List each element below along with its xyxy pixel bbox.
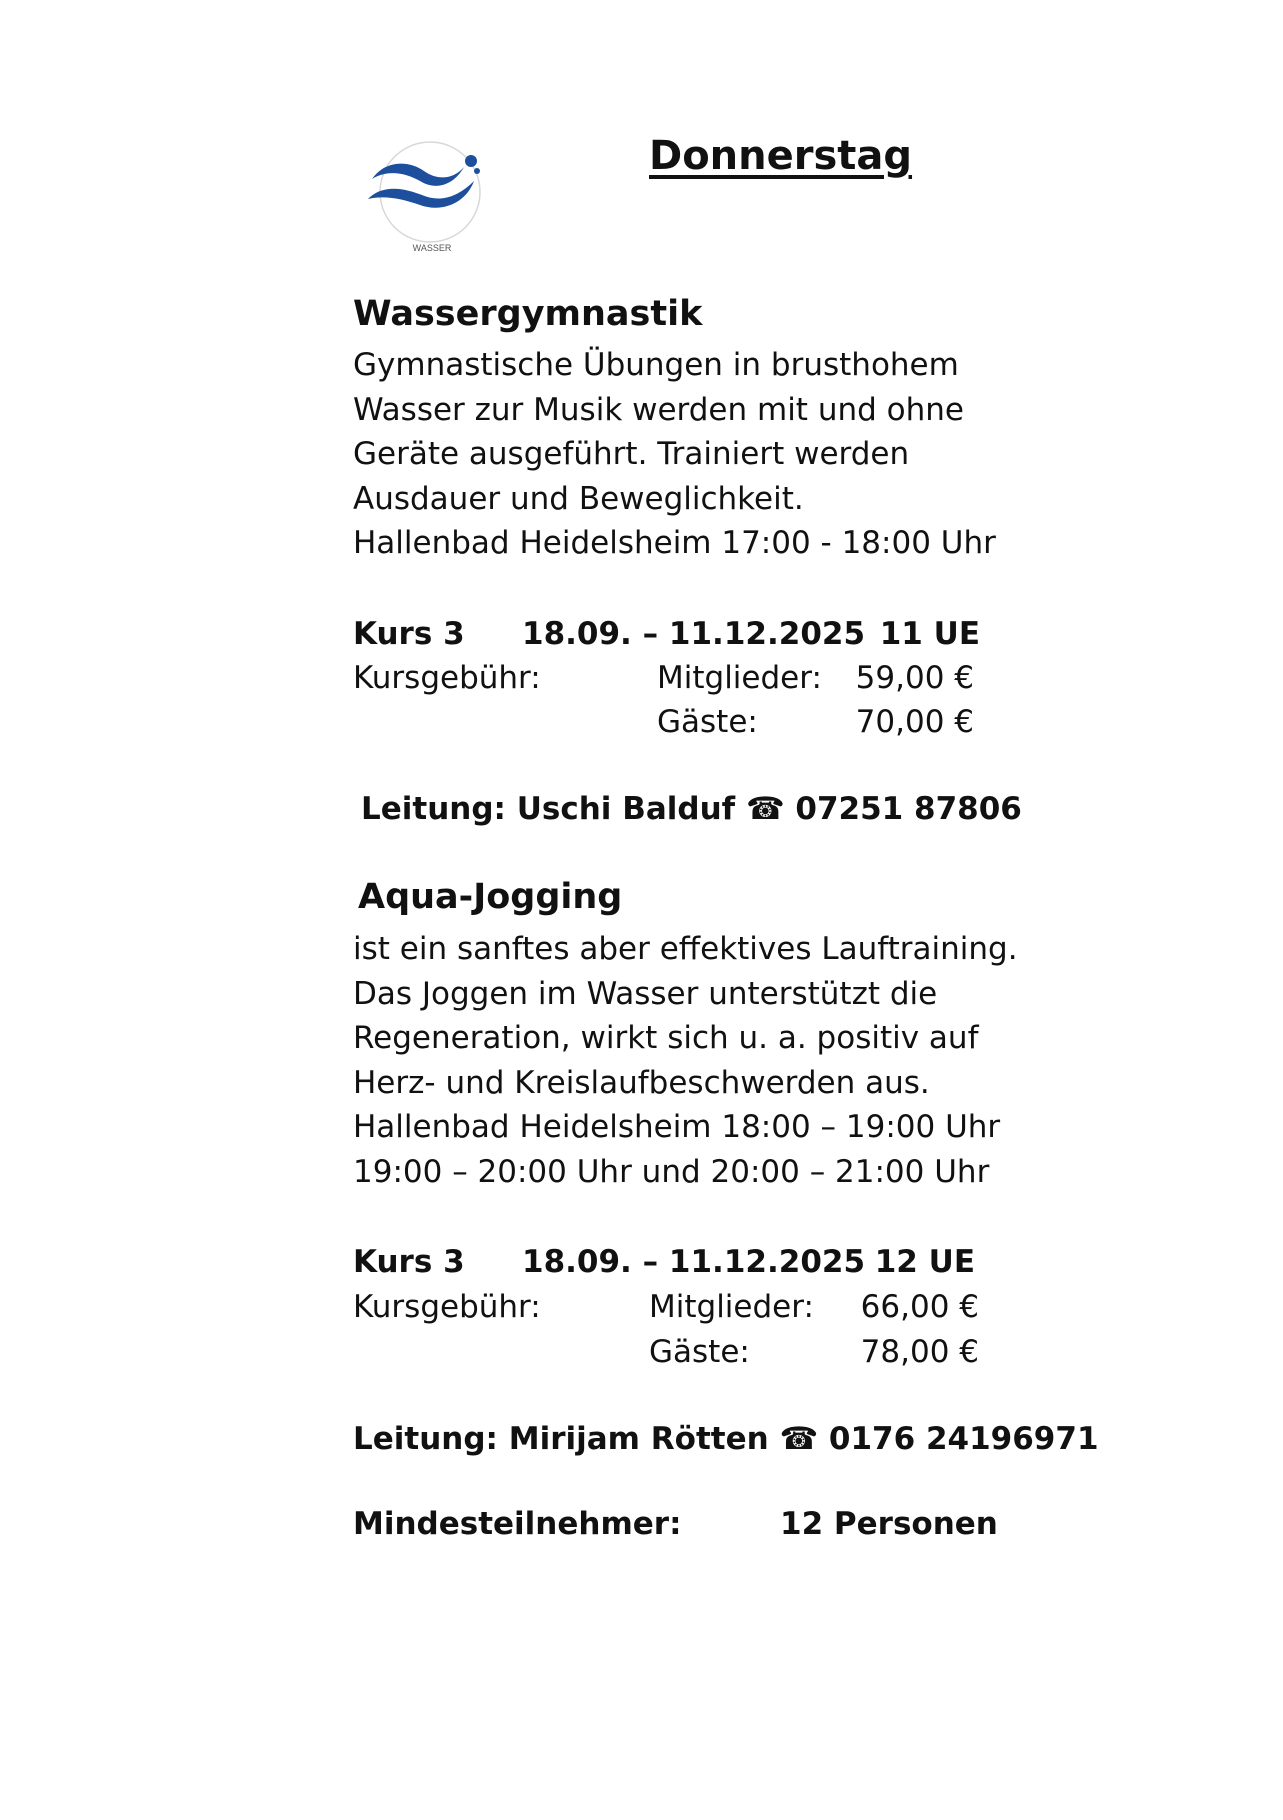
leader-phone: 07251 87806 bbox=[795, 791, 1022, 827]
members-price: 66,00 € bbox=[860, 1289, 979, 1325]
course-dates: 18.09. – 11.12.2025 bbox=[522, 616, 866, 652]
guests-price: 70,00 € bbox=[855, 704, 974, 740]
course-units: 11 UE bbox=[879, 616, 980, 652]
wassergymnastik-description bbox=[353, 343, 996, 566]
course-units: 12 UE bbox=[874, 1244, 975, 1280]
course-dates: 18.09. – 11.12.2025 bbox=[522, 1244, 866, 1280]
description-line: ist ein sanftes aber effektives Lauftraining. bbox=[353, 931, 1018, 967]
leader-label: Leitung: Mirijam Rötten bbox=[353, 1421, 769, 1457]
description-line: Wasser zur Musik werden mit und ohne bbox=[353, 391, 964, 428]
description-line: Geräte ausgeführt. Trainiert werden bbox=[353, 436, 910, 472]
leader-line bbox=[361, 787, 1022, 831]
aquajogging-description bbox=[353, 927, 1018, 1194]
section-heading-aquajogging: Aqua-Jogging bbox=[358, 877, 623, 917]
description-line: Ausdauer und Beweglichkeit. bbox=[353, 480, 804, 517]
course-label: Kurs 3 bbox=[353, 1244, 465, 1280]
course-label: Kurs 3 bbox=[353, 616, 465, 652]
fee-label: Kursgebühr: bbox=[353, 1289, 541, 1325]
section-heading-wassergymnastik: Wassergymnastik bbox=[353, 294, 703, 334]
description-line: Gymnastische Übungen in brusthohem bbox=[353, 347, 959, 383]
phone-icon: ☎ bbox=[779, 1421, 819, 1457]
leader-label: Leitung: Uschi Balduf bbox=[361, 791, 736, 827]
logo-label: WASSER bbox=[412, 243, 452, 253]
description-line: Hallenbad Heidelsheim 18:00 – 19:00 Uhr bbox=[353, 1109, 1001, 1145]
guests-label: Gäste: bbox=[649, 1334, 750, 1370]
minimum-value: 12 Personen bbox=[780, 1506, 998, 1542]
page-title: Donnerstag bbox=[649, 133, 913, 179]
leader-phone: 0176 24196971 bbox=[828, 1421, 1099, 1457]
description-line: Herz- und Kreislaufbeschwerden aus. bbox=[353, 1064, 930, 1101]
guests-price: 78,00 € bbox=[860, 1334, 979, 1370]
water-wave-logo-icon bbox=[358, 137, 496, 262]
members-label: Mitglieder: bbox=[649, 1289, 814, 1325]
description-line: Hallenbad Heidelsheim 17:00 - 18:00 Uhr bbox=[353, 525, 996, 561]
guests-label: Gäste: bbox=[657, 704, 758, 740]
phone-icon: ☎ bbox=[745, 791, 785, 827]
members-label: Mitglieder: bbox=[657, 660, 822, 696]
description-line: Regeneration, wirkt sich u. a. positiv auf bbox=[353, 1020, 979, 1056]
fee-label: Kursgebühr: bbox=[353, 660, 541, 696]
leader-line bbox=[353, 1417, 1099, 1461]
minimum-label: Mindesteilnehmer: bbox=[353, 1506, 682, 1542]
description-line: 19:00 – 20:00 Uhr und 20:00 – 21:00 Uhr bbox=[353, 1153, 990, 1190]
logo bbox=[358, 137, 496, 262]
members-price: 59,00 € bbox=[855, 660, 974, 696]
description-line: Das Joggen im Wasser unterstützt die bbox=[353, 975, 938, 1012]
